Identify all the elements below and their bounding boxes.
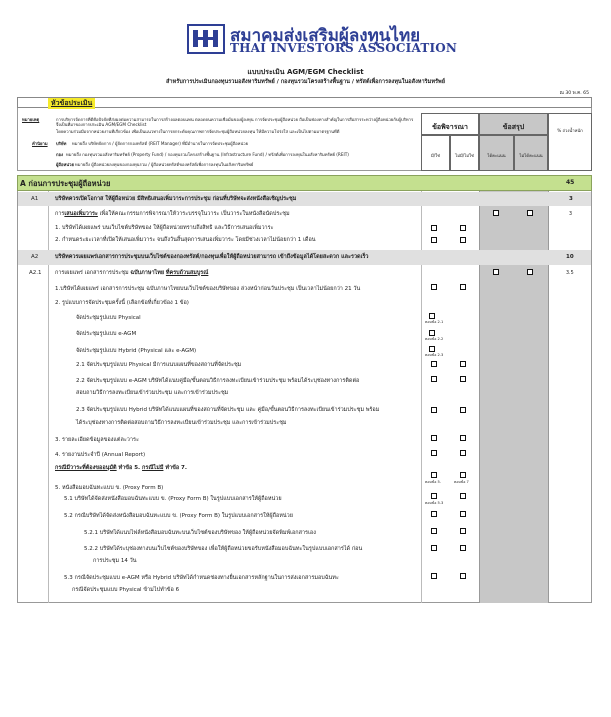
a21-opt-2-checkbox[interactable] bbox=[429, 330, 435, 336]
a1-sub-weight: 3 bbox=[569, 212, 573, 217]
a21-note-5a: ตอบข้อ 5. bbox=[425, 480, 441, 484]
intro-heading-bar bbox=[17, 97, 592, 108]
a21-opt-2: จัดประชุมรูปแบบ e-AGM bbox=[76, 331, 137, 337]
a21-note-2: ตอบข้อ 2.2 bbox=[425, 337, 444, 341]
column-summary-label: ข้อสรุป bbox=[502, 123, 525, 131]
a21-item-22a: 2.2 จัดประชุมรูปแบบ e-AGM บริษัทได้แนบคู่มือ/ขั้นตอนวิธีการลงทะเบียนเข้าร่วมประชุม พร้อมได้ระบุช่องทางการติดต่อ bbox=[76, 378, 360, 384]
section-a-title: A ก่อนการประชุมผู้ถือหน่วย bbox=[20, 179, 111, 188]
a21-item-4: 4. รายงานประจำปี (Annual Report) bbox=[55, 452, 146, 458]
column-no-header bbox=[450, 135, 479, 171]
a21-item-51-no-checkbox[interactable] bbox=[460, 493, 466, 499]
a1-fail-checkbox[interactable] bbox=[527, 210, 533, 216]
a21-item-23-no-checkbox[interactable] bbox=[460, 407, 466, 413]
term-1-key: บริษัท bbox=[56, 141, 67, 146]
a21-item-21: 2.1 จัดประชุมรูปแบบ Physical มีการแนบแผนที่ของสถานที่จัดประชุม bbox=[76, 362, 242, 368]
a21-note-1: ตอบข้อ 2.1 bbox=[425, 320, 444, 324]
section-a-weight: 45 bbox=[566, 179, 575, 186]
column-no-label: ไม่มี/ไม่ใช่ bbox=[455, 153, 474, 158]
a21-item-2: 2. รูปแบบการจัดประชุมครั้งนี้ (เลือกข้อที่เกี่ยวข้อง 1 ข้อ) bbox=[55, 300, 189, 306]
column-consider-header bbox=[421, 113, 479, 135]
term-2-key: กอง bbox=[56, 152, 64, 157]
a21-pass-checkbox[interactable] bbox=[493, 269, 499, 275]
a21-item-53-no-checkbox[interactable] bbox=[460, 573, 466, 579]
a21-item-1: 1.บริษัทได้เผยแพร่ เอกสารการประชุม ฉบับภาษาไทยบนเว็บไซต์ของบริษัทของ ล่วงหน้าก่อนวันประชุม เป็นเวลาไม่น้อยกว่า 21 วัน bbox=[55, 286, 361, 292]
a21-item-522b: การประชุม 14 วัน bbox=[93, 558, 137, 564]
a21-item-521-yes-checkbox[interactable] bbox=[431, 528, 437, 534]
a21-item-4-yes-checkbox[interactable] bbox=[431, 450, 437, 456]
logo bbox=[187, 24, 225, 54]
a21-opt-1-checkbox[interactable] bbox=[429, 313, 435, 319]
a21-item-3-no-checkbox[interactable] bbox=[460, 435, 466, 441]
a21-item-522-yes-checkbox[interactable] bbox=[431, 545, 437, 551]
a21-item-51-yes-checkbox[interactable] bbox=[431, 493, 437, 499]
a21-item-1-yes-checkbox[interactable] bbox=[431, 284, 437, 290]
intro-heading: หัวข้อประเมิน bbox=[48, 98, 95, 109]
a21-opt-1: จัดประชุมรูปแบบ Physical bbox=[76, 315, 141, 321]
a1-title: บริษัทควรเปิดโอกาส ให้ผู้ถือหน่วย มีสิทธิเสนอเพิ่มวาระการประชุม ก่อนที่บริษัทจะส่งหนังสือเชิญประชุม bbox=[55, 196, 297, 202]
a21-opt-3-checkbox[interactable] bbox=[429, 346, 435, 352]
a21-item-4b-part-2: ทำข้อ 5. bbox=[116, 465, 143, 471]
column-pass-label: ได้คะแนน bbox=[487, 153, 506, 158]
a21-title-bold: ฉบับภาษาไทย bbox=[130, 270, 165, 276]
a21-code: A2.1 bbox=[29, 270, 42, 276]
a21-item-3-yes-checkbox[interactable] bbox=[431, 435, 437, 441]
logo-thai-text: สมาคมส่งเสริมผู้ลงทุนไทย bbox=[230, 26, 421, 46]
terms-label: คำนิยาม bbox=[32, 141, 48, 146]
a21-item-1-no-checkbox[interactable] bbox=[460, 284, 466, 290]
a21-item-21-no-checkbox[interactable] bbox=[460, 361, 466, 367]
a21-item-521: 5.2.1 บริษัทได้แนบไฟล์หนังสือมอบฉันทะบนเว็บไซต์ของบริษัทของ ให้ผู้ถือหน่วยจัดพิมพ์เอกสารเอง bbox=[84, 530, 316, 536]
logo-english-text: THAI INVESTORS ASSOCIATION bbox=[230, 41, 458, 55]
a21-item-51: 5.1 บริษัทได้จัดส่งหนังสือมอบฉันทะแบบ ข. (Proxy Form B) ในรูปแบบเอกสารให้ผู้ถือหน่วย bbox=[64, 496, 282, 502]
a21-fail-checkbox[interactable] bbox=[527, 269, 533, 275]
a1-pass-checkbox[interactable] bbox=[493, 210, 499, 216]
a21-item-5-yes-checkbox[interactable] bbox=[431, 472, 437, 478]
a21-opt-3: จัดประชุมรูปแบบ Hybrid (Physical และ e-AGM) bbox=[76, 348, 197, 354]
a21-item-522-no-checkbox[interactable] bbox=[460, 545, 466, 551]
a21-item-53-yes-checkbox[interactable] bbox=[431, 573, 437, 579]
a21-item-4-no-checkbox[interactable] bbox=[460, 450, 466, 456]
a21-item-52-yes-checkbox[interactable] bbox=[431, 511, 437, 517]
definition-text-1: การบริหารจัดการที่ดีคือปัจจัยที่ส่งผลต่อความสามารถในการสร้างผลตอบแทน ตลอดจนความเชื่อมั่นของผู้ลงทุน การจัดประชุมผู้ถือหน่วย ถือเป็นช่องทางสำคัญในการสื่อสารระหว่างผู้ถือหน่วยกับผู้บริหาร จึงเป็นที่มาของการประเมิน AGM/EGM Checklist bbox=[56, 117, 414, 127]
a1-item-2-no-checkbox[interactable] bbox=[460, 237, 466, 243]
column-yes-label: มี/ใช่ bbox=[430, 153, 441, 158]
a1-item-1-yes-checkbox[interactable] bbox=[431, 225, 437, 231]
a21-item-23a: 2.3 จัดประชุมรูปแบบ Hybrid บริษัทได้แนบแผนที่ของสถานที่จัดประชุม และ คู่มือ/ขั้นตอนวิธีการลงทะเบียนเข้าร่วมประชุม พร้อม bbox=[76, 407, 380, 413]
a21-item-52: 5.2 กรณีบริษัทได้จัดส่งหนังสือมอบฉันทะแบบ ข. (Proxy Form B) ในรูปแบบเอกสารให้ผู้ถือหน่วย bbox=[64, 513, 293, 519]
column-pass-header bbox=[479, 135, 514, 171]
term-3-value: หมายถึง ผู้ถือหน่วยลงทุนของกองทุนรวม / ผู้ถือหน่วยทรัสต์ของทรัสต์เพื่อการลงทุนในอสังหาริมทรัพย์ bbox=[75, 162, 254, 167]
column-fail-header bbox=[514, 135, 548, 171]
page-title: แบบประเมิน AGM/EGM Checklist bbox=[247, 68, 364, 76]
page-subtitle: สำหรับการประเมินกองทุนรวมอสังหาริมทรัพย์ / กองทุนรวมโครงสร้างพื้นฐาน / ทรัสต์เพื่อการลงทุนในอสังหาริมทรัพย์ bbox=[166, 79, 445, 85]
a1-item-2: 2. กำหนดระยะเวลาที่เปิดให้เสนอเพิ่มวาระ จนถึงวันสิ้นสุดการเสนอเพิ่มวาระ โดยมีช่วงเวลาไม่น้อยกว่า 1 เดือน bbox=[55, 237, 316, 243]
a21-item-23-yes-checkbox[interactable] bbox=[431, 407, 437, 413]
a21-item-23b: ได้ระบุช่องทางการติดต่อสอบถามวิธีการลงทะเบียนเข้าร่วมประชุม และการเข้าร่วมประชุม bbox=[76, 420, 287, 426]
a21-item-522a: 5.2.2 บริษัทได้ระบุช่องทางบนเว็บไซต์ของบริษัทของ เพื่อให้ผู้ถือหน่วยขอรับหนังสือมอบฉันทะในรูปแบบเอกสารได้ ก่อน bbox=[84, 546, 363, 552]
column-yes-header bbox=[421, 135, 450, 171]
column-summary-header bbox=[479, 113, 548, 135]
a21-item-5-no-checkbox[interactable] bbox=[460, 472, 466, 478]
a2-weight: 10 bbox=[566, 254, 574, 260]
a21-item-521-no-checkbox[interactable] bbox=[460, 528, 466, 534]
a1-item-2-yes-checkbox[interactable] bbox=[431, 237, 437, 243]
date-label: ณ 30 พ.ค. 65 bbox=[559, 91, 589, 96]
a21-weight: 3.5 bbox=[566, 271, 574, 276]
logo-mark-icon bbox=[189, 26, 222, 51]
a21-item-5: 5. หนังสือมอบฉันทะแบบ ข. (Proxy Form B) bbox=[55, 485, 164, 491]
column-consider-label: ข้อพิจารณา bbox=[432, 123, 468, 131]
a1-weight: 3 bbox=[569, 196, 573, 202]
a21-item-53a: 5.3 กรณีจัดประชุมแบบ e-AGM หรือ Hybrid บริษัทได้กำหนดช่องทางยื่นเอกสารหลักฐานในการส่งเอกสารมอบฉันทะ bbox=[64, 575, 339, 581]
a21-item-52-no-checkbox[interactable] bbox=[460, 511, 466, 517]
a2-title: บริษัทควรเผยแพร่เอกสารการประชุมบนเว็บไซต์ของกองทรัสต์/กองทุนเพื่อให้ผู้ถือหน่วยสามารถ เข้าถึงข้อมูลได้โดยสะดวก และรวดเร็ว bbox=[55, 254, 369, 260]
a21-item-4b-part-1: กรณีมีวาระที่ต้องขออนุมัติ bbox=[55, 465, 117, 471]
term-1-value: หมายถึง บริษัทจัดการ / ผู้จัดการกองทรัสต์ (REIT Manager) ที่มีอำนาจในการจัดประชุมผู้ถือหน่วย bbox=[72, 141, 249, 146]
a21-item-22b: สอบถามวิธีการลงทะเบียนเข้าร่วมประชุม และการเข้าร่วมประชุม bbox=[76, 390, 229, 396]
definition-text-2: โดยความร่วมมือจากหน่วยงานที่เกี่ยวข้อง เพื่อเป็นแนวทางในการยกระดับคุณภาพการจัดประชุมผู้ถือหน่วยลงทุน ให้มีความโปร่งใส และเป็นไปตามมาตรฐานที่ดี bbox=[56, 129, 340, 134]
a21-item-22-yes-checkbox[interactable] bbox=[431, 376, 437, 382]
term-3-key: ผู้ถือหน่วย bbox=[56, 162, 74, 167]
a21-item-4b-part-4: ทำข้อ 7. bbox=[163, 465, 187, 471]
a21-item-22-no-checkbox[interactable] bbox=[460, 376, 466, 382]
definition-label: หมายเหตุ bbox=[22, 117, 40, 122]
a21-note-51: ตอบข้อ 5.3 bbox=[425, 501, 444, 505]
a21-item-21-yes-checkbox[interactable] bbox=[431, 361, 437, 367]
a21-title-prefix: การเผยแพร่ เอกสารการประชุม bbox=[55, 270, 129, 276]
a1-line-1-underline: เสนอเพิ่มวาระ bbox=[64, 211, 98, 217]
a2-code: A2 bbox=[31, 254, 39, 260]
a1-line-1: การเสนอเพิ่มวาระ เพื่อให้คณะกรรมการพิจารณาให้วาระบรรจุในวาระ เป็นวาระในหนังสือนัดประชุม bbox=[55, 211, 290, 217]
term-2-value: หมายถึง กองทุนรวมอสังหาริมทรัพย์ (Property Fund) / กองทุนรวมโครงสร้างพื้นฐาน (Infrastructure Fund) / ทรัสต์เพื่อการลงทุนในอสังหาริมทรัพย์ (REIT) bbox=[66, 152, 349, 157]
a1-item-1-no-checkbox[interactable] bbox=[460, 225, 466, 231]
a21-title-underline: ที่ครบถ้วนสมบูรณ์ bbox=[165, 270, 209, 276]
a21-item-4b-part-3: กรณีไม่มี bbox=[142, 465, 164, 471]
a21-note-3: ตอบข้อ 2.3 bbox=[425, 353, 444, 357]
a21-note-5b: ตอบข้อ 7 bbox=[454, 480, 469, 484]
a21-item-4b bbox=[55, 465, 187, 472]
column-weight-header bbox=[548, 113, 592, 171]
a21-item-53b: กรณีจัดประชุมแบบ Physical ข้ามไปทำข้อ 6 bbox=[72, 587, 180, 593]
column-weight-label: % ถ่วงน้ำหนัก bbox=[557, 128, 583, 133]
a1-code: A1 bbox=[31, 196, 39, 202]
a21-item-3: 3. รายละเอียดข้อมูลของแต่ละวาระ bbox=[55, 437, 139, 443]
column-fail-label: ไม่ได้คะแนน bbox=[519, 153, 543, 158]
a21-title bbox=[55, 270, 208, 277]
a1-item-1: 1. บริษัทได้เผยแพร่ บนเว็บไซต์บริษัทของ ให้ผู้ถือหน่วยทราบถึงสิทธิ และวิธีการเสนอเพิ่มวาระ bbox=[55, 225, 274, 231]
